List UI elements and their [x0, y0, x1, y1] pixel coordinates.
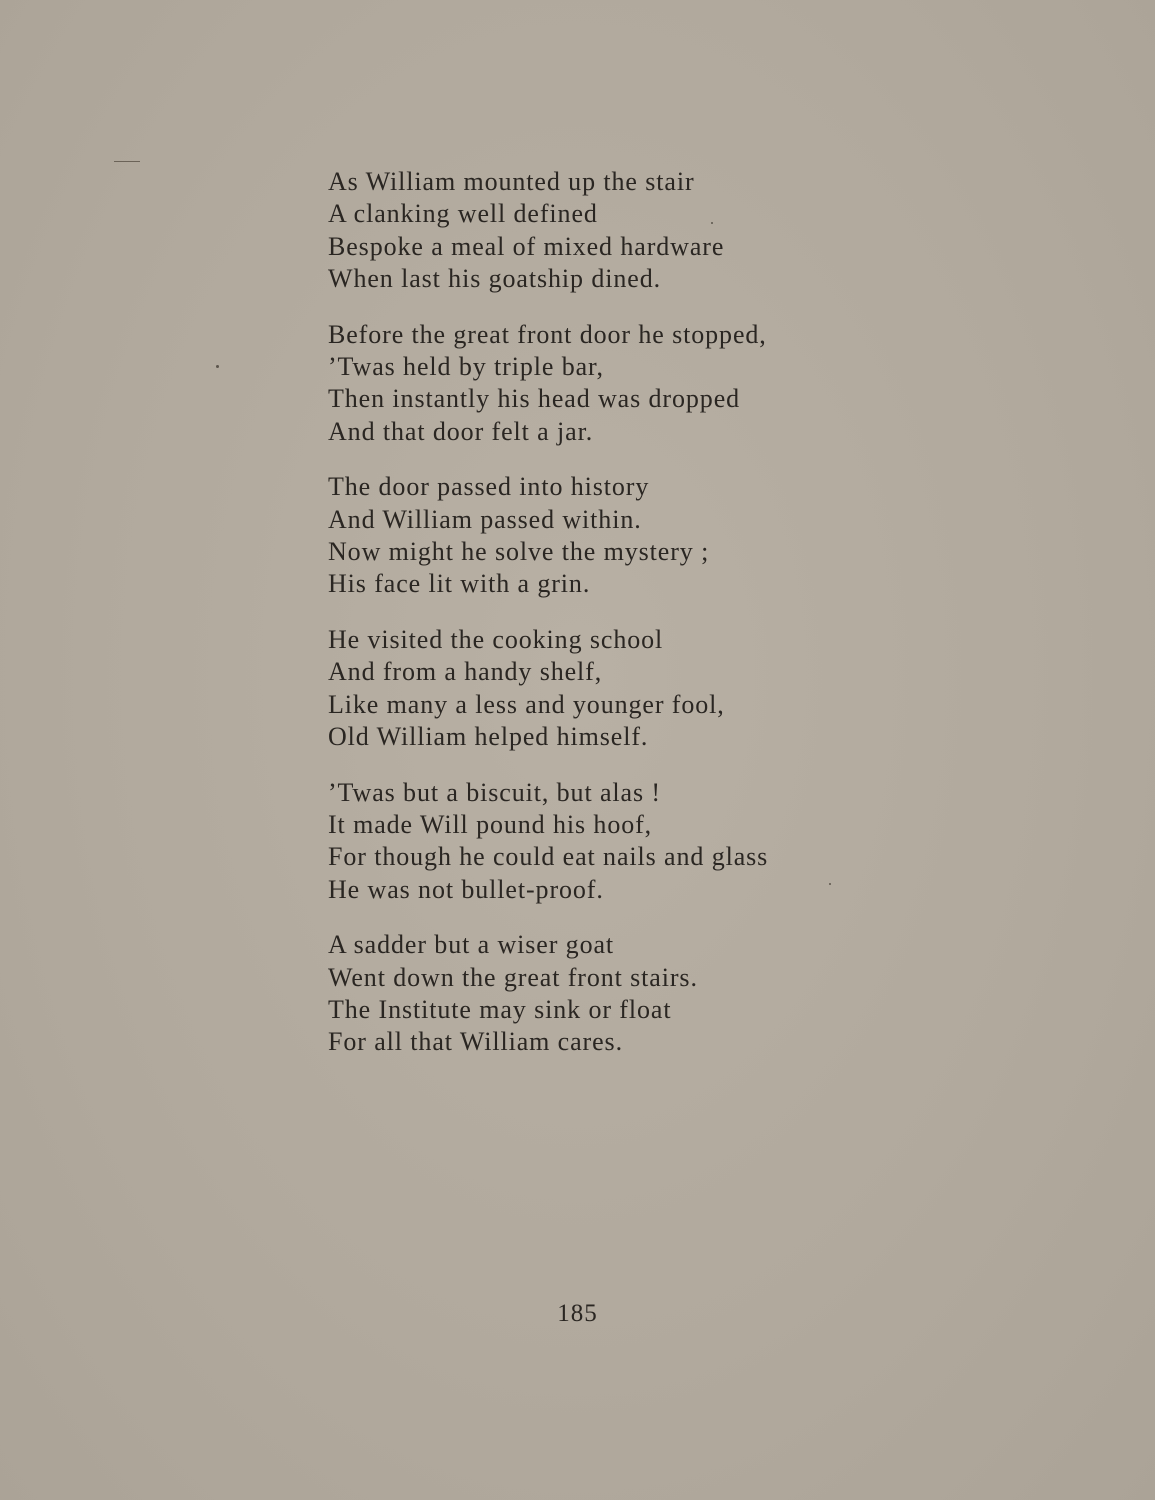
poem-line: Bespoke a meal of mixed hardware	[328, 231, 725, 261]
poem-line: He visited the cooking school	[328, 624, 664, 654]
poem-line: The Institute may sink or float	[328, 994, 672, 1024]
poem-stanza	[328, 624, 848, 754]
poem-line: Before the great front door he stopped,	[328, 319, 767, 349]
poem-line: Old William helped himself.	[328, 722, 649, 752]
poem	[328, 166, 848, 1082]
poem-line: Went down the great front stairs.	[328, 962, 698, 992]
poem-stanza	[328, 929, 848, 1059]
poem-line: Now might he solve the mystery ;	[328, 537, 710, 567]
poem-stanza	[328, 777, 848, 907]
paper-mark	[114, 161, 140, 162]
poem-line: ’Twas held by triple bar,	[328, 352, 604, 382]
poem-line: For all that William cares.	[328, 1027, 623, 1057]
poem-line: ’Twas but a biscuit, but alas !	[328, 777, 661, 807]
page-number: 185	[557, 1300, 598, 1327]
paper-speck	[216, 365, 219, 368]
poem-stanza	[328, 471, 848, 601]
poem-line: The door passed into history	[328, 472, 650, 502]
poem-line: And that door felt a jar.	[328, 416, 594, 446]
poem-line: And William passed within.	[328, 504, 642, 534]
poem-line: A sadder but a wiser goat	[328, 930, 615, 960]
poem-line: His face lit with a grin.	[328, 569, 591, 599]
poem-line: And from a handy shelf,	[328, 657, 603, 687]
poem-line: Then instantly his head was dropped	[328, 384, 741, 414]
poem-line: Like many a less and younger fool,	[328, 689, 725, 719]
poem-line: He was not bullet-proof.	[328, 874, 604, 904]
poem-line: When last his goatship dined.	[328, 264, 661, 294]
poem-line: It made Will pound his hoof,	[328, 809, 653, 839]
poem-line: For though he could eat nails and glass	[328, 842, 769, 872]
poem-line: A clanking well defined	[328, 199, 598, 229]
poem-line: As William mounted up the stair	[328, 167, 695, 196]
poem-stanza	[328, 166, 848, 296]
poem-stanza	[328, 319, 848, 449]
